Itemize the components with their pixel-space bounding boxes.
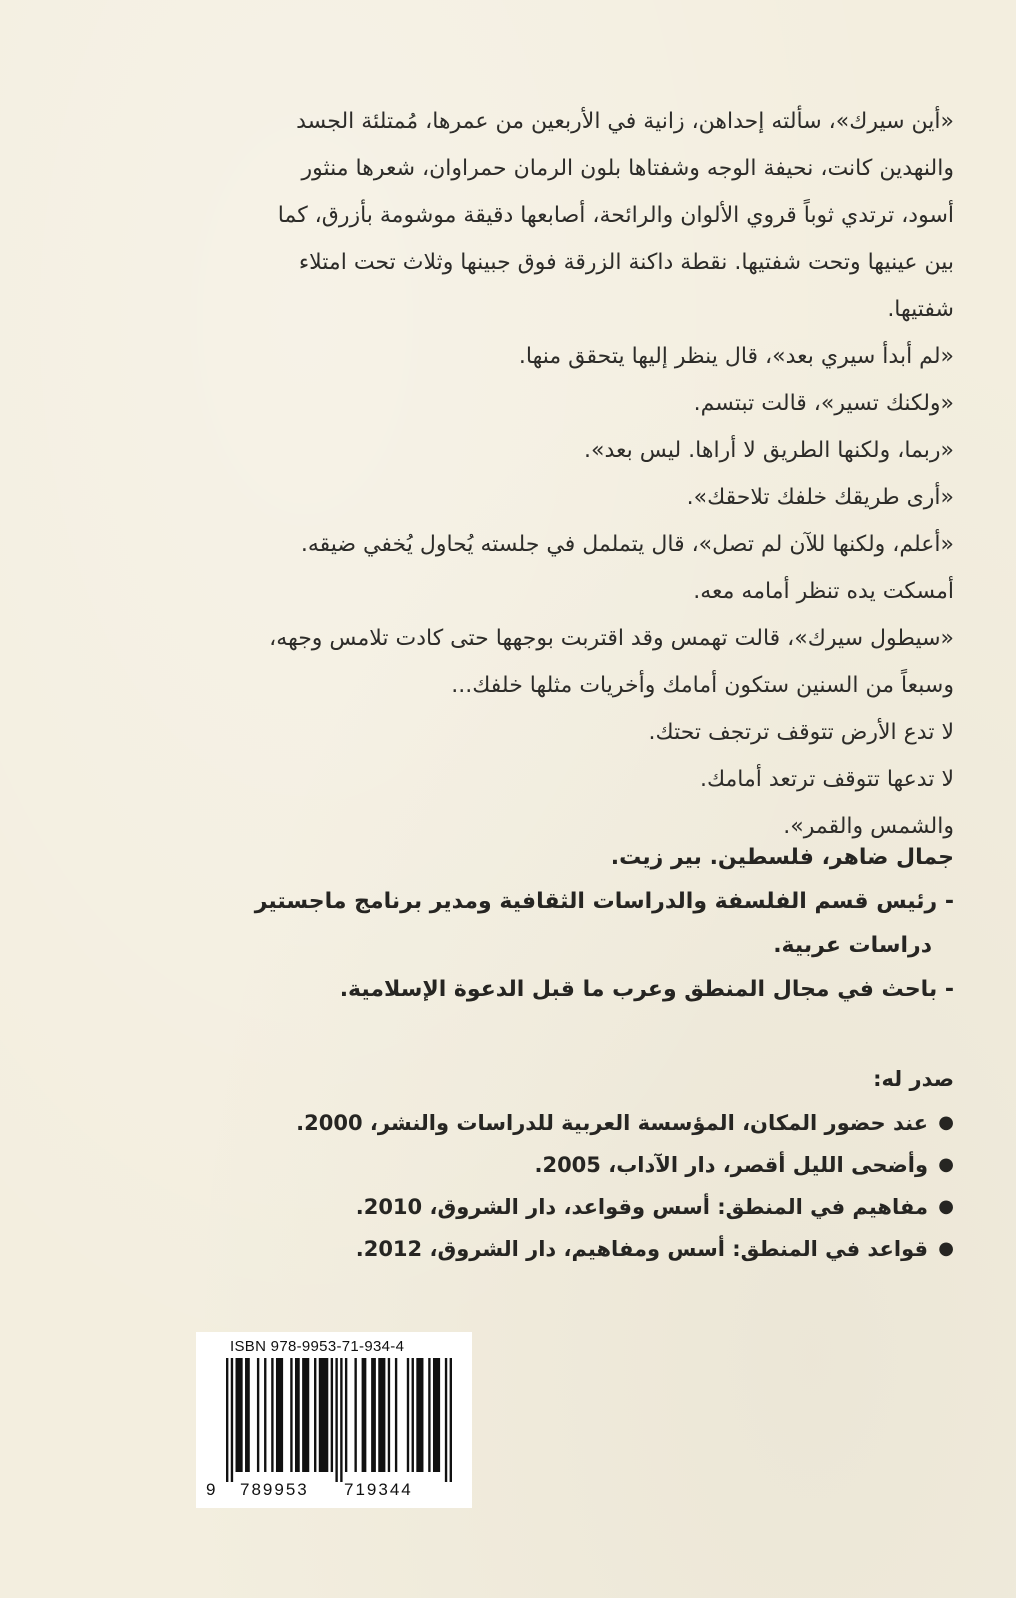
excerpt-line-13: وسبعاً من السنين ستكون أمامك وأخريات مثلها خلفك... xyxy=(451,673,954,698)
list-item xyxy=(174,1228,954,1270)
excerpt-line-14: لا تدع الأرض تتوقف ترتجف تحتك. xyxy=(648,720,954,745)
barcode-bar xyxy=(245,1358,250,1472)
barcode-bar xyxy=(257,1358,259,1472)
bullet-icon: ● xyxy=(938,1238,954,1259)
barcode-bar xyxy=(450,1358,452,1482)
publications-heading: صدر له: xyxy=(873,1067,954,1091)
bullet-icon: ● xyxy=(938,1196,954,1217)
barcode-bar xyxy=(354,1358,356,1472)
excerpt-line-6: «لم أبدأ سيري بعد»، قال ينظر إليها يتحقق منها. xyxy=(518,344,954,369)
barcode-bar xyxy=(276,1358,283,1472)
barcode-bar xyxy=(428,1358,430,1472)
barcode-digits-left: 789953 xyxy=(240,1480,309,1499)
publication-title: قواعد في المنطق: أسس ومفاهيم، دار الشروق، 2012. xyxy=(355,1237,928,1261)
barcode-bar xyxy=(371,1358,376,1472)
author-role-1: - رئيس قسم الفلسفة والدراسات الثقافية ومدير برنامج ماجستير xyxy=(254,889,954,914)
barcode-bar xyxy=(290,1358,292,1472)
excerpt-line-12: «سيطول سيرك»، قالت تهمس وقد اقتربت بوجهها حتى كادت تلامس وجهه، xyxy=(269,626,954,651)
barcode-bar xyxy=(236,1358,243,1472)
barcode-bar xyxy=(345,1358,347,1472)
barcode-bar xyxy=(231,1358,233,1482)
author-bio xyxy=(174,836,954,1012)
barcode-bar xyxy=(433,1358,440,1472)
barcode-bar xyxy=(407,1358,409,1472)
barcode-digits-right: 719344 xyxy=(344,1480,413,1499)
barcode-bar xyxy=(416,1358,423,1472)
barcode-bar xyxy=(226,1358,228,1482)
excerpt-line-3: أسود، ترتدي ثوباً قروي الألوان والرائحة، أصابعها دقيقة موشومة بأزرق، كما xyxy=(277,203,954,228)
barcode-bar xyxy=(378,1358,385,1472)
barcode-bar xyxy=(271,1358,273,1472)
excerpt-line-15: لا تدعها تتوقف ترتعد أمامك. xyxy=(699,767,954,792)
isbn-barcode xyxy=(196,1332,472,1508)
excerpt-line-4: بين عينيها وتحت شفتيها. نقطة داكنة الزرقة فوق جبينها وثلاث تحت امتلاء xyxy=(298,250,954,275)
list-item xyxy=(174,1102,954,1144)
author-name: جمال ضاهر، فلسطين. بير زيت. xyxy=(610,845,954,870)
barcode-bar xyxy=(302,1358,309,1472)
barcode-bar xyxy=(314,1358,316,1472)
barcode-bars xyxy=(226,1358,452,1482)
excerpt-line-16: والشمس والقمر». xyxy=(783,814,954,839)
excerpt-line-10: «أعلم، ولكنها للآن لم تصل»، قال يتململ في جلسته يُحاول يُخفي ضيقه. xyxy=(300,532,954,557)
bullet-icon: ● xyxy=(938,1154,954,1175)
excerpt-line-2: والنهدين كانت، نحيفة الوجه وشفتاها بلون الرمان حمراوان، شعرها منثور xyxy=(301,156,954,181)
list-item xyxy=(174,1186,954,1228)
barcode-bar xyxy=(340,1358,342,1482)
barcode-bar xyxy=(264,1358,266,1472)
author-role-2: - باحث في مجال المنطق وعرب ما قبل الدعوة الإسلامية. xyxy=(339,977,954,1002)
excerpt-line-8: «ربما، ولكنها الطريق لا أراها. ليس بعد». xyxy=(584,438,954,463)
barcode-bar xyxy=(331,1358,333,1472)
excerpt-line-7: «ولكنك تسير»، قالت تبتسم. xyxy=(693,391,954,416)
isbn-label: ISBN 978-9953-71-934-4 xyxy=(230,1338,405,1355)
barcode-bar xyxy=(319,1358,329,1472)
barcode-bar xyxy=(295,1358,300,1472)
publication-title: مفاهيم في المنطق: أسس وقواعد، دار الشروق، 2010. xyxy=(355,1195,928,1219)
barcode-bar xyxy=(412,1358,414,1472)
publications-items xyxy=(174,1102,954,1270)
publication-title: عند حضور المكان، المؤسسة العربية للدراسات والنشر، 2000. xyxy=(296,1111,928,1135)
barcode-bar xyxy=(362,1358,367,1472)
author-role-1-continuation: دراسات عربية. xyxy=(773,933,932,958)
novel-excerpt xyxy=(174,98,954,850)
publication-title: وأضحى الليل أقصر، دار الآداب، 2005. xyxy=(534,1153,928,1177)
barcode-bar xyxy=(335,1358,337,1482)
excerpt-line-11: أمسكت يده تنظر أمامه معه. xyxy=(693,579,954,604)
excerpt-line-5: شفتيها. xyxy=(887,297,954,322)
list-item xyxy=(174,1144,954,1186)
barcode-digit-first: 9 xyxy=(206,1480,218,1499)
barcode-bar xyxy=(395,1358,397,1472)
barcode-bar xyxy=(388,1358,390,1472)
excerpt-line-9: «أرى طريقك خلفك تلاحقك». xyxy=(686,485,954,510)
bullet-icon: ● xyxy=(938,1112,954,1133)
barcode-bar xyxy=(445,1358,447,1482)
publications-list xyxy=(174,1058,954,1270)
excerpt-line-1: «أين سيرك»، سألته إحداهن، زانية في الأربعين من عمرها، مُمتلئة الجسد xyxy=(296,109,954,134)
